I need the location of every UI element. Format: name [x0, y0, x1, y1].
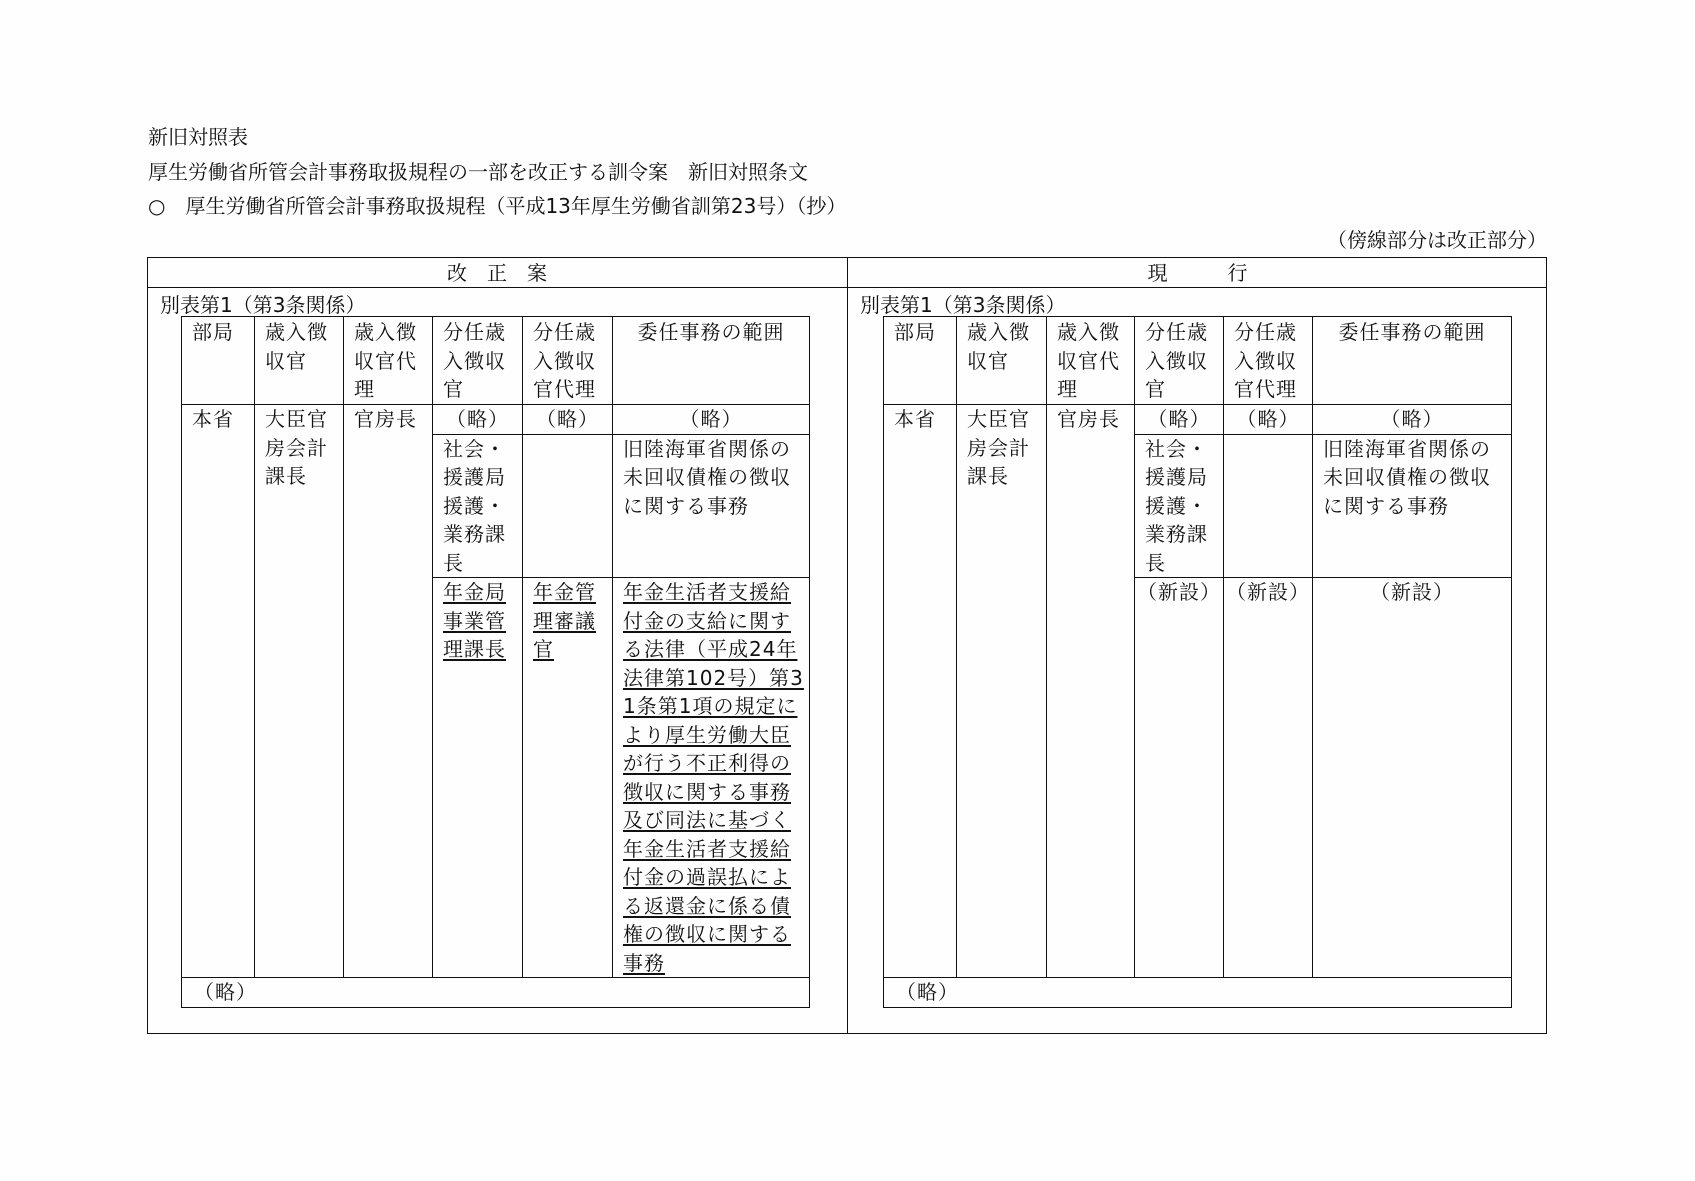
- revised-panel-title: 改 正 案: [447, 261, 547, 285]
- header-collector-deputy: 歳入徴収官代理: [1047, 317, 1135, 405]
- cell-sub-deputy: （略）: [1224, 405, 1313, 435]
- header-sub-deputy: 分任歳入徴収官代理: [523, 317, 613, 405]
- table-footer-row: [884, 978, 1512, 1008]
- cell-sub-collector: （新設）: [1135, 578, 1224, 978]
- revised-table: [181, 316, 810, 1008]
- panel-divider: [847, 257, 848, 1034]
- header-scope: 委任事務の範囲: [1313, 317, 1512, 405]
- table-footer-row: [182, 978, 810, 1008]
- cell-sub-collector: 社会・援護局援護・業務課長: [433, 434, 523, 578]
- cell-footer: （略）: [182, 978, 810, 1008]
- current-table-caption: 別表第1（第3条関係）: [860, 293, 1066, 317]
- amended-text: 年金生活者支援給付金の支給に関する法律（平成24年法律第102号）第31条第1項の規定により厚生労働大臣が行う不正利得の徴収に関する事務及び同法に基づく年金生活者支援給付金の過誤払による返還金に係る債権の徴収に関する事務: [623, 580, 804, 975]
- cell-collector-deputy: 官房長: [344, 405, 433, 978]
- header-sub-deputy: 分任歳入徴収官代理: [1224, 317, 1313, 405]
- cell-scope: （新設）: [1313, 578, 1512, 978]
- cell-sub-collector: （略）: [433, 405, 523, 435]
- current-table: [883, 316, 1512, 1008]
- cell-sub-deputy: [523, 578, 613, 978]
- cell-sub-deputy: [1224, 434, 1313, 578]
- header-scope: 委任事務の範囲: [613, 317, 810, 405]
- panel-header-rule: [147, 287, 1547, 288]
- header-collector: 歳入徴収官: [255, 317, 344, 405]
- table-row: [182, 405, 810, 435]
- document-subtitle: 厚生労働省所管会計事務取扱規程の一部を改正する訓令案 新旧対照条文: [148, 160, 808, 184]
- cell-collector: 大臣官房会計課長: [957, 405, 1047, 978]
- table-header-row: [884, 317, 1512, 405]
- amended-text: 年金管理審議官: [533, 580, 596, 661]
- cell-sub-collector: 社会・援護局援護・業務課長: [1135, 434, 1224, 578]
- header-collector: 歳入徴収官: [957, 317, 1047, 405]
- header-bureau: 部局: [182, 317, 255, 405]
- cell-collector: 大臣官房会計課長: [255, 405, 344, 978]
- cell-collector-deputy: 官房長: [1047, 405, 1135, 978]
- cell-scope: [613, 578, 810, 978]
- cell-sub-deputy: （略）: [523, 405, 613, 435]
- cell-footer: （略）: [884, 978, 1512, 1008]
- amended-text: 年金局事業管理課長: [443, 580, 506, 661]
- header-sub-collector: 分任歳入徴収官: [1135, 317, 1224, 405]
- header-collector-deputy: 歳入徴収官代理: [344, 317, 433, 405]
- cell-sub-collector: （略）: [1135, 405, 1224, 435]
- cell-scope: （略）: [1313, 405, 1512, 435]
- cell-scope: （略）: [613, 405, 810, 435]
- revised-table-caption: 別表第1（第3条関係）: [160, 293, 366, 317]
- cell-sub-deputy: （新設）: [1224, 578, 1313, 978]
- regulation-line: ○ 厚生労働省所管会計事務取扱規程（平成13年厚生労働省訓第23号）（抄）: [148, 194, 847, 218]
- cell-scope: 旧陸海軍省関係の未回収債権の徴収に関する事務: [613, 434, 810, 578]
- underline-note: （傍線部分は改正部分）: [1327, 228, 1547, 252]
- header-sub-collector: 分任歳入徴収官: [433, 317, 523, 405]
- header-bureau: 部局: [884, 317, 957, 405]
- cell-bureau: 本省: [884, 405, 957, 978]
- document-title: 新旧対照表: [148, 125, 248, 149]
- cell-bureau: 本省: [182, 405, 255, 978]
- table-header-row: [182, 317, 810, 405]
- cell-sub-deputy: [523, 434, 613, 578]
- table-row: [884, 405, 1512, 435]
- cell-scope: 旧陸海軍省関係の未回収債権の徴収に関する事務: [1313, 434, 1512, 578]
- current-panel-title: 現 行: [1147, 261, 1248, 285]
- cell-sub-collector: [433, 578, 523, 978]
